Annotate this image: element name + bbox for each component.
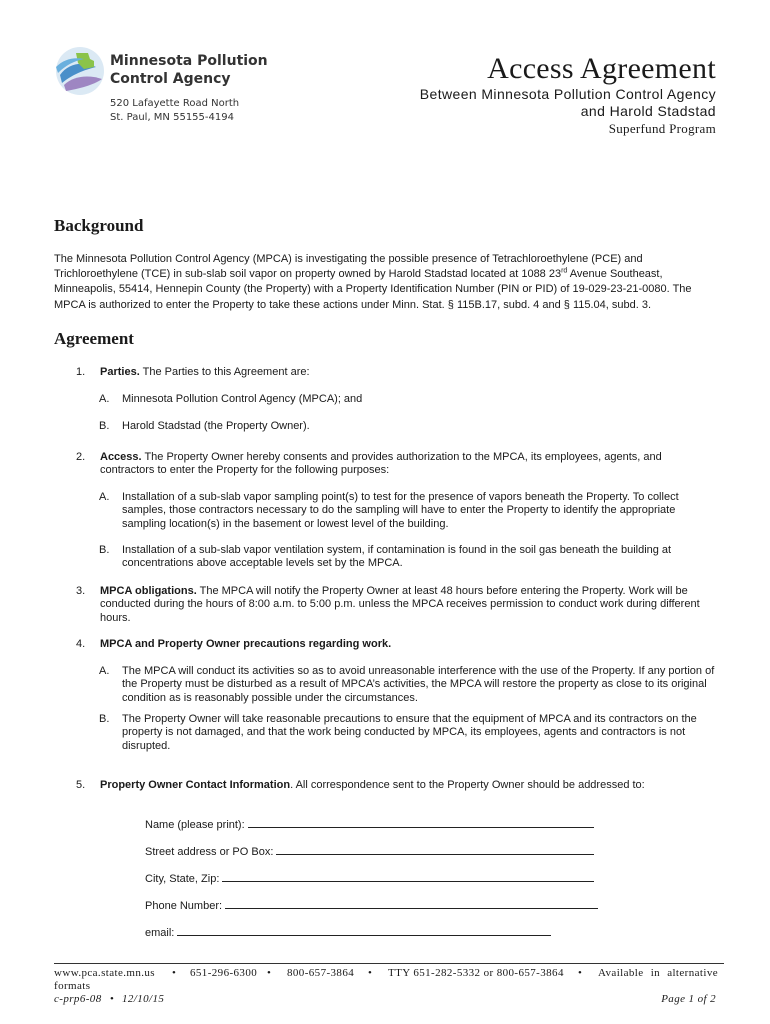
- agency-name-line2: Control Agency: [110, 71, 231, 87]
- item-number: 4.: [76, 638, 86, 650]
- street-field-line[interactable]: [276, 844, 594, 855]
- agency-address-line2: St. Paul, MN 55155-4194: [110, 112, 234, 123]
- phone-field[interactable]: [145, 898, 598, 913]
- email-field[interactable]: [145, 925, 551, 940]
- title-block: [420, 52, 716, 137]
- footer-date: 12/10/15: [122, 993, 165, 1005]
- mpca-logo: [54, 45, 110, 97]
- name-field-label: Name (please print):: [145, 819, 245, 831]
- document-subtitle-line1: Between Minnesota Pollution Control Agency: [419, 86, 716, 102]
- agreement-item-4-sub-b: [54, 713, 719, 753]
- sub-letter: B.: [99, 713, 110, 725]
- phone-field-label: Phone Number:: [145, 900, 223, 912]
- agency-name-line1: Minnesota Pollution: [110, 53, 268, 69]
- sub-text: Installation of a sub-slab vapor sampling point(s) to test for the presence of vapors beneath the Property. To collect samples, those contractors necessary to do the sampling will have to enter the Property to identify the appropriate sampling location(s) in the basement or lowest level of the building.: [122, 491, 679, 530]
- item-text: The Property Owner hereby consents and provides authorization to the MPCA, its employees, agents, and contractors to enter the Property for the following purposes:: [100, 451, 662, 477]
- email-field-label: email:: [145, 927, 175, 939]
- program-name: Superfund Program: [608, 121, 716, 136]
- footer-alt-formats: Available in alternative formats: [54, 967, 719, 992]
- background-heading: Background: [54, 216, 144, 235]
- agreement-item-4-sub-a: [54, 665, 719, 705]
- background-text-part1: The Minnesota Pollution Control Agency (MPCA) is investigating the possible presence of Tetrachloroethylene (PCE) and Trichloroethylene (TCE) in sub-slab soil vapor on property owned by Harold Stadstad located at 1088 23: [54, 253, 643, 281]
- agreement-item-5: [54, 779, 719, 792]
- item-title: MPCA obligations.: [100, 585, 197, 597]
- sub-text: Installation of a sub-slab vapor ventilation system, if contamination is found in the soil gas beneath the building at concentrations above acceptable levels set by the MPCA.: [122, 544, 672, 570]
- background-paragraph: [54, 252, 719, 313]
- item-number: 1.: [76, 366, 86, 378]
- item-title: Parties.: [100, 366, 140, 378]
- agency-block: [110, 52, 268, 125]
- document-title: Access Agreement: [487, 52, 716, 85]
- item-text: The MPCA will notify the Property Owner at least 48 hours before entering the Property. Work will be conducted during the hours of 8:00 a.m. to 5:00 p.m. unless the MPCA receives permission to conduct work during different hours.: [100, 585, 700, 624]
- agreement-item-4: [54, 638, 719, 651]
- phone-field-line[interactable]: [225, 898, 598, 909]
- sub-text: Minnesota Pollution Control Agency (MPCA); and: [122, 393, 363, 405]
- agreement-item-1: [54, 366, 719, 379]
- document-subtitle-line2: and Harold Stadstad: [580, 103, 716, 119]
- name-field-line[interactable]: [248, 817, 594, 828]
- sub-letter: A.: [99, 665, 110, 677]
- footer-phone1: 651-296-6300: [190, 967, 258, 979]
- agency-address-line1: 520 Lafayette Road North: [110, 98, 240, 109]
- sub-text: Harold Stadstad (the Property Owner).: [122, 420, 310, 432]
- item-title: MPCA and Property Owner precautions regarding work.: [100, 638, 392, 650]
- agreement-heading: Agreement: [54, 329, 134, 348]
- item-number: 5.: [76, 779, 86, 791]
- city-field-label: City, State, Zip:: [145, 873, 220, 885]
- item-title: Property Owner Contact Information: [100, 779, 291, 791]
- city-field-line[interactable]: [222, 871, 594, 882]
- item-text: The Parties to this Agreement are:: [139, 366, 310, 378]
- footer-website: www.pca.state.mn.us: [54, 967, 155, 979]
- agreement-item-2-sub-a: [54, 491, 719, 531]
- agreement-item-1-sub-a: [54, 393, 719, 406]
- footer-page-number: Page 1 of 2: [661, 993, 716, 1005]
- background-text-sup: rd: [561, 267, 568, 275]
- sub-text: The MPCA will conduct its activities so as to avoid unreasonable interference with the use of the Property. If any portion of the Property must be disturbed as a result of MPCA’s activities, the MPCA will restore the property as close to its original condition as is reasonably possible under the circumstances.: [122, 665, 715, 704]
- sub-letter: B.: [99, 420, 110, 432]
- agreement-item-3: [54, 585, 719, 625]
- page-footer: www.pca.state.mn.us • 651-296-6300 • 800-657-3864 • TTY 651-282-5332 or 800-657-3864 • Available in alternative formats c-prp6-08 • 12/10/15 Page 1 of 2: [54, 963, 724, 1007]
- footer-tty: TTY 651-282-5332 or 800-657-3864: [388, 967, 564, 979]
- sub-letter: A.: [99, 491, 110, 503]
- sub-text: The Property Owner will take reasonable precautions to ensure that the equipment of MPCA and its contractors on the property is not damaged, and that the work being conducted by MPCA, its employees, agents and contractors is not disrupted.: [122, 713, 697, 752]
- street-field[interactable]: [145, 844, 594, 859]
- sub-letter: B.: [99, 544, 110, 556]
- footer-doc-id: c-prp6-08: [54, 993, 102, 1005]
- item-text: . All correspondence sent to the Property Owner should be addressed to:: [290, 779, 645, 791]
- street-field-label: Street address or PO Box:: [145, 846, 274, 858]
- footer-phone2: 800-657-3864: [287, 967, 355, 979]
- agreement-item-2: [54, 451, 719, 478]
- name-field[interactable]: [145, 817, 594, 832]
- agreement-item-2-sub-b: [54, 544, 719, 571]
- email-field-line[interactable]: [177, 925, 551, 936]
- city-field[interactable]: [145, 871, 594, 886]
- item-number: 3.: [76, 585, 86, 597]
- background-text-part2: Avenue Southeast, Minneapolis, 55414, Hennepin County (the Property) with a Property Identification Number (PIN or PID) of 19-029-23-21-0080. The MPCA is authorized to enter the Property to take these actions under Minn. Stat. § 115B.17, subd. 4 and § 115.04, subd. 3.: [54, 268, 692, 311]
- agreement-item-1-sub-b: [54, 420, 719, 433]
- item-title: Access.: [100, 451, 142, 463]
- item-number: 2.: [76, 451, 86, 463]
- sub-letter: A.: [99, 393, 110, 405]
